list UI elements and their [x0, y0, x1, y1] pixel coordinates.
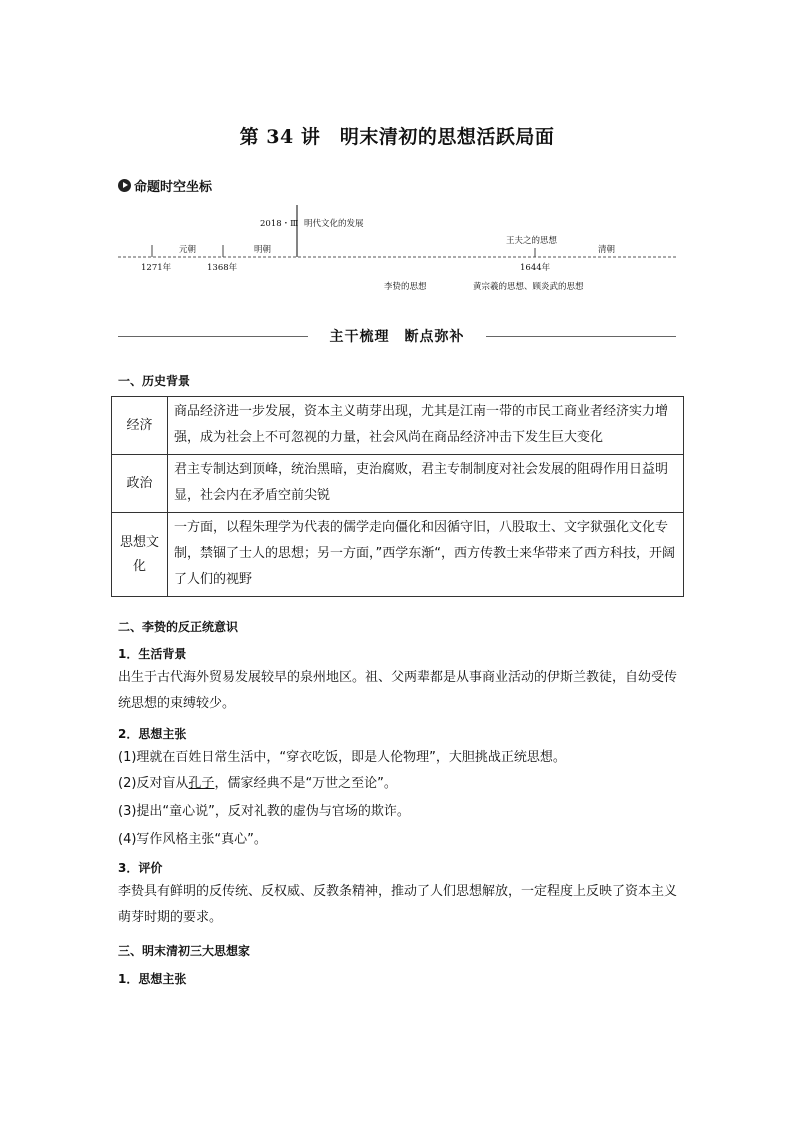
table-row — [112, 397, 684, 455]
part2-sub3-text: 李贽具有鲜明的反传统、反权威、反教条精神，推动了人们思想解放，一定程度上反映了资本主义萌芽时期的要求。 — [118, 884, 678, 925]
claim-4: (4)写作风格主张“真心”。 — [118, 832, 267, 847]
period-yuan: 元朝 — [179, 245, 197, 255]
row-key: 经济 — [112, 397, 168, 455]
claim-1: (1)理就在百姓日常生活中，“穿衣吃饭，即是人伦物理”，大胆挑战正统思想。 — [118, 750, 566, 765]
row-key: 思想文化 — [112, 513, 168, 597]
period-ming: 明朝 — [254, 245, 272, 255]
timeline-chart — [0, 0, 794, 300]
part2-sub3-heading: 3．评价 — [118, 861, 163, 875]
part2-sub1-heading: 1．生活背景 — [118, 647, 187, 661]
year-1271: 1271年 — [141, 263, 172, 273]
label-wang-fuzhi: 王夫之的思想 — [506, 236, 558, 246]
label-li-zhi: 李贽的思想 — [384, 282, 427, 292]
part2-heading: 二、李贽的反正统意识 — [118, 620, 239, 634]
row-key: 政治 — [112, 455, 168, 513]
part2-sub1-text: 出生于古代海外贸易发展较早的泉州地区。祖、父两辈都是从事商业活动的伊斯兰教徒，自幼受传统思想的束缚较少。 — [118, 670, 678, 711]
period-qing: 清朝 — [598, 245, 616, 255]
table-row — [112, 513, 684, 597]
year-1368: 1368年 — [207, 263, 238, 273]
row-value: 君主专制达到顶峰，统治黑暗，吏治腐败，君主专制制度对社会发展的阻碍作用日益明显，社会内在矛盾空前尖锐 — [168, 455, 684, 513]
exam-topic: 明代文化的发展 — [304, 219, 364, 229]
part3-heading: 三、明末清初三大思想家 — [118, 944, 251, 958]
page-title: 第 34 讲 明末清初的思想活跃局面 — [239, 126, 555, 148]
row-value: 商品经济进一步发展，资本主义萌芽出现，尤其是江南一带的市民工商业者经济实力增强，成为社会上不可忽视的力量，社会风尚在商品经济冲击下发生巨大变化 — [168, 397, 684, 455]
background-table — [111, 396, 684, 597]
divider-line-right — [486, 336, 676, 337]
row-value: 一方面，以程朱理学为代表的儒学走向僵化和因循守旧，八股取士、文字狱强化文化专制，禁锢了士人的思想；另一方面，”西学东渐“，西方传教士来华带来了西方科技，开阔了人们的视野 — [168, 513, 684, 597]
exam-tag: 2018・Ⅲ — [260, 219, 299, 229]
claim-2-post: ，儒家经典不是“万世之至论”。 — [214, 776, 397, 791]
part3-sub1-heading: 1．思想主张 — [118, 972, 187, 986]
section-divider — [118, 326, 676, 346]
divider-title: 主干梳理 断点弥补 — [329, 329, 465, 345]
table-row — [112, 455, 684, 513]
section-head-label: 命题时空坐标 — [134, 180, 213, 195]
year-1644: 1644年 — [520, 263, 551, 273]
part1-heading: 一、历史背景 — [118, 374, 191, 388]
claim-2-underlined: 孔子 — [188, 776, 215, 791]
claim-3: (3)提出“童心说”，反对礼教的虚伪与官场的欺诈。 — [118, 804, 410, 819]
label-huang-gu: 黄宗羲的思想、顾炎武的思想 — [473, 282, 584, 292]
claim-2-pre: (2)反对盲从 — [118, 776, 189, 791]
part2-sub2-heading: 2．思想主张 — [118, 727, 187, 741]
claim-2 — [118, 771, 684, 797]
